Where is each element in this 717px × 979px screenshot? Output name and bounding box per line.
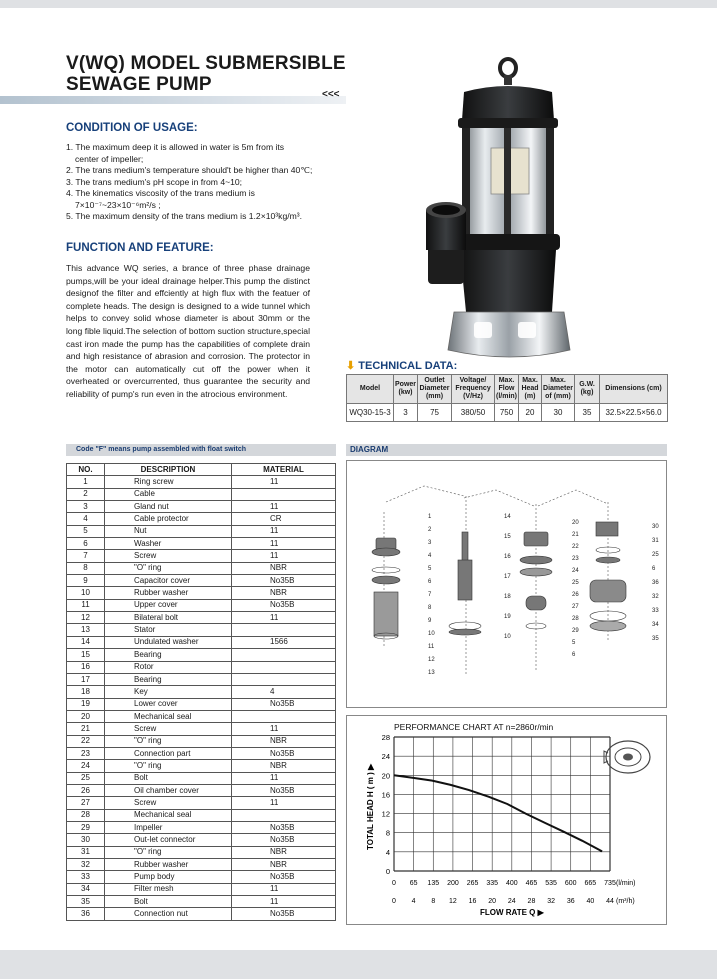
table-row (67, 896, 336, 908)
part-no: 8 (67, 562, 105, 574)
part-material: 11 (232, 896, 336, 908)
diagram-callout: 30 (652, 524, 659, 530)
performance-chart (346, 715, 667, 925)
diagram-callout: 31 (652, 538, 659, 544)
parts-table (66, 463, 336, 921)
parts-header-no: NO. (67, 464, 105, 476)
part-no: 10 (67, 587, 105, 599)
impeller-icon (604, 741, 650, 773)
part-no: 23 (67, 747, 105, 759)
part-no: 15 (67, 649, 105, 661)
diagram-callout: 5 (428, 566, 432, 572)
part-no: 27 (67, 797, 105, 809)
part-no: 2 (67, 488, 105, 500)
part-no: 24 (67, 760, 105, 772)
tech-header-cell: Max. Flow (l/min) (495, 375, 519, 404)
chart-y-tick: 12 (381, 809, 390, 819)
diagram-callout: 16 (504, 554, 511, 560)
part-no: 18 (67, 686, 105, 698)
chart-x-tick-lmin: 600 (564, 880, 577, 887)
part-description: Connection nut (105, 908, 232, 920)
table-row (67, 636, 336, 648)
part-material: 11 (232, 797, 336, 809)
part-description: Mechanical seal (105, 809, 232, 821)
diagram-callout: 13 (428, 670, 435, 676)
chart-x-tick-lmin: 665 (584, 880, 597, 887)
table-row (67, 649, 336, 661)
title-line-2: SEWAGE PUMP (66, 74, 212, 95)
diagram-callout: 34 (652, 622, 659, 628)
part-description: Undulated washer (105, 636, 232, 648)
table-row (67, 562, 336, 574)
pump-photo (396, 50, 586, 366)
parts-header-material: MATERIAL (232, 464, 336, 476)
table-row (67, 624, 336, 636)
table-row (67, 686, 336, 698)
condition-item: center of impeller; (75, 153, 144, 164)
diagram-callout: 6 (428, 579, 432, 585)
table-row (67, 599, 336, 611)
condition-item: 2. The trans medium's temperature should't be higher than 40℃; (66, 165, 313, 175)
chart-y-tick: 24 (381, 752, 390, 762)
part-no: 12 (67, 612, 105, 624)
diagram-callout: 22 (572, 544, 579, 550)
diagram-callout: 5 (572, 640, 576, 646)
diagram-callout: 11 (428, 644, 435, 650)
chart-x-unit-lmin: (l/min) (616, 880, 636, 887)
part-description: Rubber washer (105, 859, 232, 871)
tech-header-cell: Dimensions (cm) (600, 375, 668, 404)
part-material (232, 649, 336, 661)
table-row (67, 908, 336, 920)
chart-x-tick-lmin: 735 (604, 880, 616, 887)
part-material: 11 (232, 772, 336, 784)
table-row (67, 859, 336, 871)
table-row (67, 587, 336, 599)
technical-heading (346, 359, 457, 372)
table-row (67, 673, 336, 685)
diagram-callout: 19 (504, 614, 511, 620)
condition-item: 5. The maximum density of the trans medium is 1.2×10³kg/m³. (66, 211, 303, 221)
chart-grid (394, 737, 610, 871)
part-no: 5 (67, 525, 105, 537)
chart-y-tick: 28 (381, 733, 390, 742)
parts-header-description: DESCRIPTION (105, 464, 232, 476)
diagram-callout: 7 (428, 592, 432, 598)
diagram-callout: 36 (652, 580, 659, 586)
parts-table-body (67, 464, 336, 921)
diagram-callout: 6 (652, 566, 656, 572)
diagram-callout: 27 (572, 604, 579, 610)
chart-x-tick-m3h: 12 (449, 898, 457, 905)
chart-x-label: FLOW RATE Q ▶ (480, 908, 544, 917)
diagram-callout: 4 (428, 553, 432, 559)
diagram-callout: 10 (504, 634, 511, 640)
diagram-callout: 33 (652, 608, 659, 614)
part-material: 11 (232, 525, 336, 537)
part-description: Washer (105, 538, 232, 550)
chart-x-tick-m3h: 4 (411, 898, 416, 905)
part-no: 7 (67, 550, 105, 562)
tech-value-cell: 30 (542, 404, 575, 422)
table-row (67, 846, 336, 858)
part-no: 16 (67, 661, 105, 673)
chart-x-tick-m3h: 44 (606, 898, 614, 905)
part-description: Cable protector (105, 513, 232, 525)
part-material: 11 (232, 476, 336, 488)
page-title (66, 53, 346, 95)
part-description: Connection part (105, 747, 232, 759)
tech-header-cell: Voltage/ Frequency (V/Hz) (452, 375, 495, 404)
part-no: 31 (67, 846, 105, 858)
part-description: "O" ring (105, 735, 232, 747)
part-description: Oil chamber cover (105, 784, 232, 796)
tech-header-cell: G.W. (kg) (575, 375, 600, 404)
chart-x-tick-m3h: 8 (431, 898, 436, 905)
part-description: "O" ring (105, 562, 232, 574)
part-material: 4 (232, 686, 336, 698)
table-row (67, 760, 336, 772)
part-no: 19 (67, 698, 105, 710)
diagram-callout: 20 (572, 520, 579, 526)
part-no: 28 (67, 809, 105, 821)
part-no: 35 (67, 896, 105, 908)
tech-value-cell: 750 (495, 404, 519, 422)
chart-y-tick: 0 (385, 867, 390, 876)
part-material: No35B (232, 747, 336, 759)
part-material: 11 (232, 883, 336, 895)
chart-x-unit-m3h: (m³/h) (616, 898, 635, 905)
chart-x-tick-m3h: 36 (566, 898, 575, 905)
chart-y-ticks (382, 733, 390, 876)
part-material (232, 488, 336, 500)
chart-x-tick-lmin: 335 (486, 880, 499, 887)
part-material: No35B (232, 821, 336, 833)
part-description: Bearing (105, 649, 232, 661)
technical-table (346, 374, 668, 422)
part-no: 33 (67, 871, 105, 883)
part-no: 30 (67, 834, 105, 846)
diagram-callout: 6 (572, 652, 576, 658)
exploded-diagram (346, 460, 667, 708)
part-no: 21 (67, 723, 105, 735)
chart-x-tick-m3h: 24 (507, 898, 516, 905)
part-no: 29 (67, 821, 105, 833)
tech-value-cell: 20 (519, 404, 542, 422)
page-frame-top (0, 0, 717, 8)
down-arrow-icon: ⬇ (346, 360, 356, 372)
part-description: Upper cover (105, 599, 232, 611)
part-no: 9 (67, 575, 105, 587)
diagram-callout: 25 (572, 580, 579, 586)
chart-x-tick-m3h: 0 (392, 898, 396, 905)
condition-item: 1. The maximum deep it is allowed in water is 5m from its (66, 142, 285, 152)
chart-x-tick-lmin: 535 (545, 880, 557, 887)
part-material: NBR (232, 760, 336, 772)
condition-heading: CONDITION OF USAGE: (66, 122, 198, 134)
tech-header-cell: Max. Head (m) (519, 375, 542, 404)
function-heading: FUNCTION AND FEATURE: (66, 242, 214, 254)
tech-header-cell: Outlet Diameter (mm) (418, 375, 452, 404)
chart-x-tick-lmin: 0 (392, 880, 396, 887)
part-no: 6 (67, 538, 105, 550)
part-description: Gland nut (105, 501, 232, 513)
tech-value-cell: 35 (575, 404, 600, 422)
table-row (67, 575, 336, 587)
part-description: Screw (105, 723, 232, 735)
table-row (67, 821, 336, 833)
technical-value-row (347, 404, 668, 422)
part-no: 34 (67, 883, 105, 895)
table-row (67, 871, 336, 883)
part-material (232, 624, 336, 636)
part-description: Impeller (105, 821, 232, 833)
part-material: 11 (232, 612, 336, 624)
tech-header-cell: Model (347, 375, 394, 404)
table-row (67, 698, 336, 710)
part-material: 11 (232, 538, 336, 550)
diagram-callout: 21 (572, 532, 579, 538)
table-row (67, 723, 336, 735)
diagram-callout: 23 (572, 556, 579, 562)
table-row (67, 488, 336, 500)
tech-value-cell: 3 (394, 404, 418, 422)
part-description: Filter mesh (105, 883, 232, 895)
table-row (67, 883, 336, 895)
table-row (67, 797, 336, 809)
diagram-callout: 35 (652, 636, 659, 642)
part-description: Mechanical seal (105, 710, 232, 722)
part-material: 1566 (232, 636, 336, 648)
part-material: No35B (232, 599, 336, 611)
tech-header-cell: Power (kw) (394, 375, 418, 404)
part-description: Screw (105, 797, 232, 809)
chart-x-ticks-m3h (392, 898, 614, 905)
part-no: 32 (67, 859, 105, 871)
table-row (67, 784, 336, 796)
part-material: 11 (232, 723, 336, 735)
part-material: NBR (232, 562, 336, 574)
part-description: Bolt (105, 896, 232, 908)
part-material (232, 710, 336, 722)
part-no: 1 (67, 476, 105, 488)
part-material: NBR (232, 846, 336, 858)
part-description: Key (105, 686, 232, 698)
part-material: No35B (232, 784, 336, 796)
chart-x-tick-m3h: 40 (586, 898, 595, 905)
chart-x-tick-m3h: 16 (468, 898, 477, 905)
part-no: 20 (67, 710, 105, 722)
condition-item: 4. The kinematics viscosity of the trans medium is (66, 188, 255, 198)
diagram-callout: 2 (428, 527, 432, 533)
diagram-heading-bar (346, 444, 667, 456)
table-row (67, 735, 336, 747)
part-material: CR (232, 513, 336, 525)
part-material: No35B (232, 575, 336, 587)
table-row (67, 772, 336, 784)
condition-item: 3. The trans medium's pH scope in from 4~10; (66, 176, 243, 187)
part-no: 36 (67, 908, 105, 920)
table-row (67, 550, 336, 562)
part-description: Nut (105, 525, 232, 537)
part-material: NBR (232, 587, 336, 599)
part-description: Bolt (105, 772, 232, 784)
part-description: Rotor (105, 661, 232, 673)
chart-y-label: TOTAL HEAD H ( m ) ▶ (366, 763, 375, 850)
page-frame-bottom (0, 950, 717, 979)
chart-y-tick: 20 (381, 771, 390, 781)
tech-value-cell: 32.5×22.5×56.0 (600, 404, 668, 422)
diagram-callout: 29 (572, 628, 579, 634)
chart-x-tick-lmin: 65 (409, 880, 418, 887)
table-row (67, 710, 336, 722)
diagram-callout: 1 (428, 514, 432, 520)
chart-x-tick-m3h: 20 (488, 898, 497, 905)
part-material: NBR (232, 735, 336, 747)
technical-heading-label: TECHNICAL DATA: (358, 360, 458, 372)
part-no: 22 (67, 735, 105, 747)
part-material (232, 673, 336, 685)
table-row (67, 476, 336, 488)
chart-y-tick: 16 (381, 790, 390, 800)
table-row (67, 834, 336, 846)
part-material: 11 (232, 550, 336, 562)
part-description: Rubber washer (105, 587, 232, 599)
table-row (67, 501, 336, 513)
part-description: Bilateral bolt (105, 612, 232, 624)
technical-header-row (347, 375, 668, 404)
part-material: No35B (232, 698, 336, 710)
part-no: 11 (67, 599, 105, 611)
diagram-callout: 24 (572, 568, 579, 574)
part-no: 17 (67, 673, 105, 685)
diagram-callout: 9 (428, 618, 432, 624)
part-description: Screw (105, 550, 232, 562)
chart-title: PERFORMANCE CHART AT n=2860r/min (394, 722, 554, 732)
parts-header-row (67, 464, 336, 476)
part-no: 25 (67, 772, 105, 784)
chart-x-tick-lmin: 465 (525, 880, 538, 887)
diagram-callout: 25 (652, 552, 659, 558)
part-material (232, 809, 336, 821)
tech-value-cell: 75 (418, 404, 452, 422)
diagram-callout: 14 (504, 514, 511, 520)
condition-list (66, 142, 328, 223)
title-underline-bar (0, 96, 346, 104)
diagram-callout: 15 (504, 534, 511, 540)
diagram-callout: 26 (572, 592, 579, 598)
part-no: 13 (67, 624, 105, 636)
part-material: No35B (232, 834, 336, 846)
part-material: No35B (232, 908, 336, 920)
part-description: Stator (105, 624, 232, 636)
chart-x-tick-lmin: 200 (447, 880, 459, 887)
chart-x-tick-lmin: 135 (427, 880, 440, 887)
part-description: Lower cover (105, 698, 232, 710)
part-description: Cable (105, 488, 232, 500)
part-description: Bearing (105, 673, 232, 685)
part-description: Capacitor cover (105, 575, 232, 587)
code-note-bar (66, 444, 336, 456)
part-description: "O" ring (105, 760, 232, 772)
table-row (67, 538, 336, 550)
diagram-callout: 10 (428, 631, 435, 637)
part-no: 3 (67, 501, 105, 513)
title-arrows: <<< (322, 89, 340, 100)
table-row (67, 809, 336, 821)
part-material: 11 (232, 501, 336, 513)
table-row (67, 747, 336, 759)
part-description: Out-let connector (105, 834, 232, 846)
chart-y-tick: 8 (385, 828, 390, 838)
table-row (67, 513, 336, 525)
chart-x-tick-lmin: 265 (466, 880, 479, 887)
diagram-callout: 32 (652, 594, 659, 600)
tech-value-cell: WQ30-15-3 (347, 404, 394, 422)
diagram-callout: 17 (504, 574, 511, 580)
code-note: Code "F" means pump assembled with float switch (76, 446, 246, 453)
part-material: NBR (232, 859, 336, 871)
chart-x-tick-lmin: 400 (505, 880, 518, 887)
part-no: 14 (67, 636, 105, 648)
diagram-callout: 18 (504, 594, 511, 600)
part-description: "O" ring (105, 846, 232, 858)
diagram-callout: 28 (572, 616, 579, 622)
title-line-1: V(WQ) MODEL SUBMERSIBLE (66, 53, 346, 74)
tech-header-cell: Max. Diameter of (mm) (542, 375, 575, 404)
diagram-callout: 12 (428, 657, 435, 663)
function-text: This advance WQ series, a brance of three phase drainage pumps,will be your ideal drainage helper.This pump the distinct designof the filter and effciently at high flux with the featuer of complete heads. The design is designed to a wide tunnel which helps to convey solid whose diameter is about 30mm or the long fible liquid.The selection of bottom suction structure,special cast iron made the pump has the capabilities of complete drain and high resistance of abrasion and corrosion. The protector in the motor can automatically cut off the power when it overheated or overcurrented, thus guarantee the security and reliability of pump's run even in the atrocious environment. (66, 263, 310, 399)
chart-x-ticks-lmin (392, 880, 616, 887)
diagram-heading: DIAGRAM (350, 445, 389, 454)
part-material (232, 661, 336, 673)
table-row (67, 661, 336, 673)
table-row (67, 612, 336, 624)
diagram-callout: 3 (428, 540, 432, 546)
part-no: 26 (67, 784, 105, 796)
part-material: No35B (232, 871, 336, 883)
chart-x-tick-m3h: 32 (547, 898, 555, 905)
chart-y-tick: 4 (385, 847, 390, 857)
condition-item: 7×10⁻⁷~23×10⁻⁶m²/s ; (75, 199, 161, 210)
part-description: Pump body (105, 871, 232, 883)
part-description: Ring screw (105, 476, 232, 488)
part-no: 4 (67, 513, 105, 525)
diagram-callout: 8 (428, 605, 432, 611)
table-row (67, 525, 336, 537)
tech-value-cell: 380/50 (452, 404, 495, 422)
chart-x-tick-m3h: 28 (527, 898, 536, 905)
